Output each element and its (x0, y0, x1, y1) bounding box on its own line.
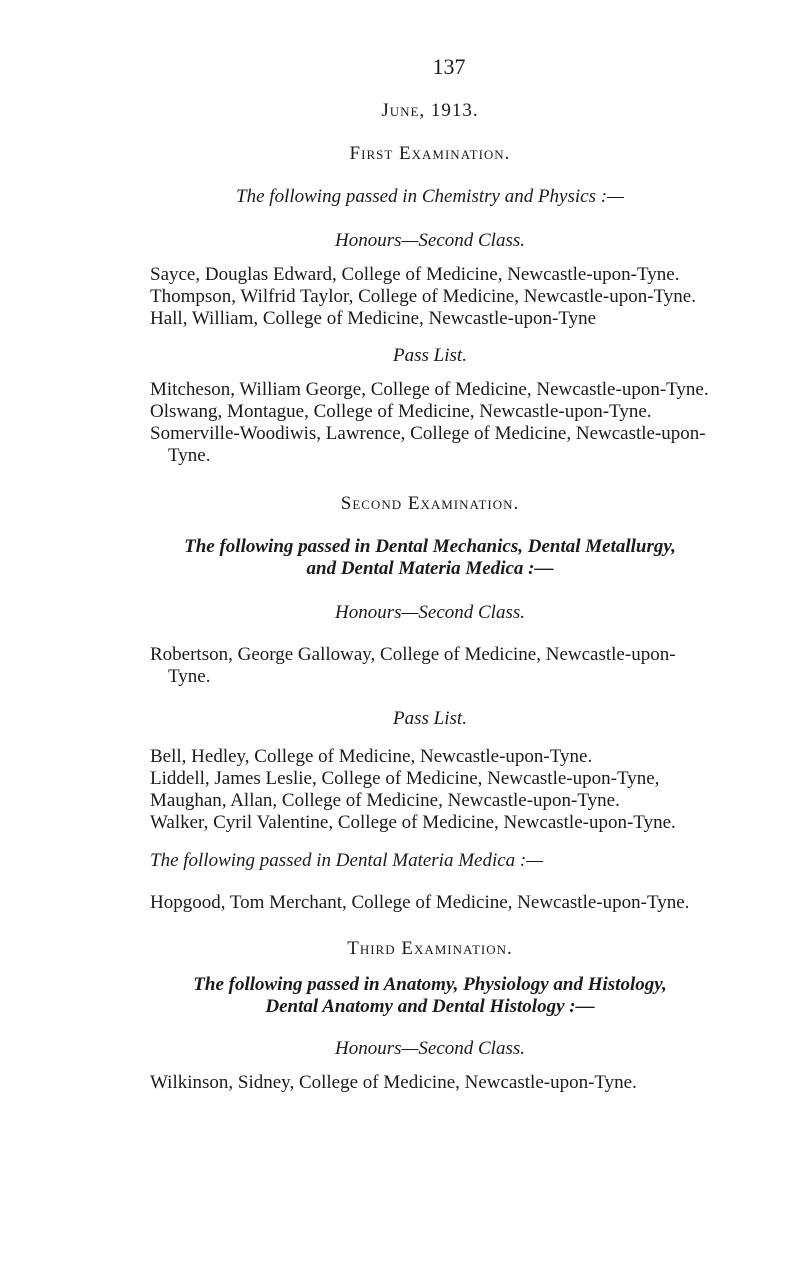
list-item: Thompson, Wilfrid Taylor, College of Medicine, Newcastle-upon-Tyne. (150, 286, 696, 307)
list-item: Walker, Cyril Valentine, College of Medicine, Newcastle-upon-Tyne. (150, 812, 676, 833)
section-intro: The following passed in Anatomy, Physiology and Histology, Dental Anatomy and Dental Histology :— (193, 974, 667, 1017)
honours-heading: Honours—Second Class. (334, 230, 525, 251)
list-item: Mitcheson, William George, College of Medicine, Newcastle-upon-Tyne. (150, 379, 709, 400)
date-heading: June, 1913. (381, 100, 479, 121)
honours-heading: Honours—Second Class. (334, 602, 525, 623)
list-item: Wilkinson, Sidney, College of Medicine, Newcastle-upon-Tyne. (150, 1072, 637, 1093)
honours-heading: Honours—Second Class. (334, 1038, 525, 1059)
section-intro: The following passed in Dental Mechanics, Dental Metallurgy, and Dental Materia Medica :— (184, 536, 676, 579)
list-item: Liddell, James Leslie, College of Medicine, Newcastle-upon-Tyne, (150, 768, 660, 789)
section-heading: First Examination. (349, 143, 511, 164)
list-item: Bell, Hedley, College of Medicine, Newcastle-upon-Tyne. (150, 746, 593, 767)
pass-heading: Pass List. (393, 708, 467, 729)
document-page (150, 56, 710, 1094)
extra-intro: The following passed in Dental Materia Medica :— (150, 850, 544, 871)
list-item: Hopgood, Tom Merchant, College of Medicine, Newcastle-upon-Tyne. (150, 892, 690, 913)
page-number: 137 (432, 54, 466, 79)
list-item: Sayce, Douglas Edward, College of Medicine, Newcastle-upon-Tyne. (150, 264, 680, 285)
list-item: Maughan, Allan, College of Medicine, Newcastle-upon-Tyne. (150, 790, 620, 811)
list-item: Olswang, Montague, College of Medicine, Newcastle-upon-Tyne. (150, 401, 652, 422)
section-heading: Second Examination. (340, 493, 520, 514)
list-item: Somerville-Woodiwis, Lawrence, College of Medicine, Newcastle-upon-Tyne. (150, 423, 706, 466)
list-item: Hall, William, College of Medicine, Newcastle-upon-Tyne (150, 308, 597, 329)
section-intro: The following passed in Chemistry and Physics :— (236, 186, 624, 207)
pass-heading: Pass List. (393, 345, 467, 366)
list-item: Robertson, George Galloway, College of Medicine, Newcastle-upon-Tyne. (150, 644, 676, 687)
section-heading: Third Examination. (347, 938, 513, 959)
